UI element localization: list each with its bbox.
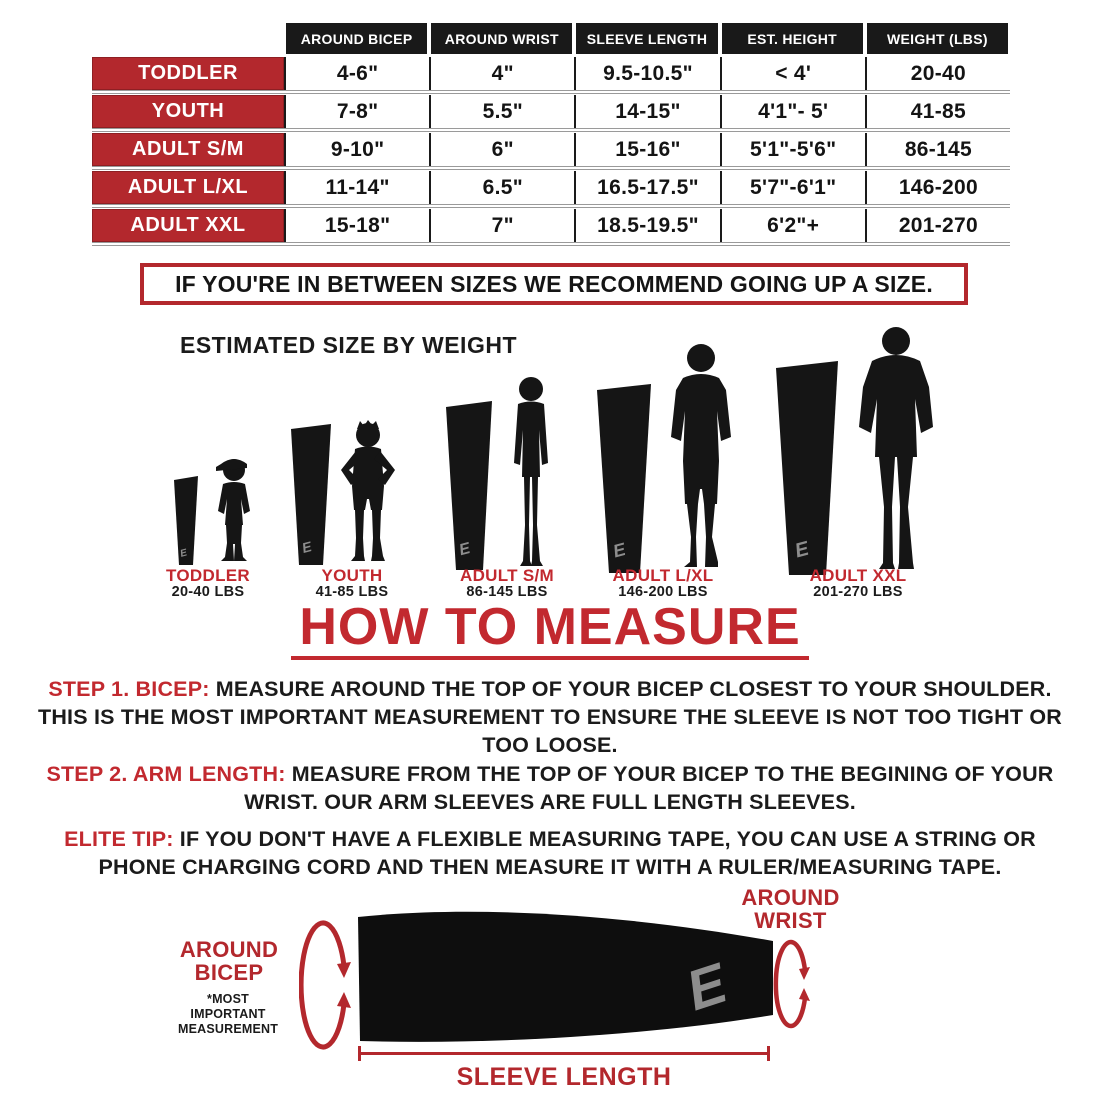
cell-around-bicep: 7-8" <box>284 95 429 128</box>
arm-sleeve-graphic-toddler <box>172 475 200 565</box>
how-to-measure-title: HOW TO MEASURE <box>291 601 808 660</box>
figure-size-name: YOUTH <box>321 566 383 585</box>
cell-est-height: < 4' <box>720 57 865 90</box>
brand-e-logo: E <box>300 538 314 557</box>
how-to-measure-section <box>0 598 1100 660</box>
step-1-text <box>30 676 1070 760</box>
cell-around-bicep: 15-18" <box>284 209 429 242</box>
row-label: YOUTH <box>92 95 284 128</box>
cell-weight: 41-85 <box>865 95 1010 128</box>
arm-sleeve-graphic-adult-sm <box>443 400 495 570</box>
figure-label-adult-xxl <box>786 567 930 601</box>
most-important-note: *MOST IMPORTANT MEASUREMENT <box>178 992 279 1036</box>
figure-label-toddler <box>146 567 270 601</box>
column-header-sleeve-length: SLEEVE LENGTH <box>576 23 717 54</box>
cell-sleeve-length: 14-15" <box>574 95 719 128</box>
estimated-size-title: ESTIMATED SIZE BY WEIGHT <box>180 332 517 358</box>
bicep-circumference-ellipse <box>299 920 355 1050</box>
figure-label-youth <box>290 567 414 601</box>
step-2-lead: STEP 2. ARM LENGTH: <box>46 762 286 786</box>
row-label: ADULT L/XL <box>92 171 284 204</box>
row-label: ADULT XXL <box>92 209 284 242</box>
brand-e-logo: E <box>179 547 189 560</box>
figure-size-weight: 86-145 LBS <box>466 584 548 601</box>
step-1-body: MEASURE AROUND THE TOP OF YOUR BICEP CLOSEST TO YOUR SHOULDER. THIS IS THE MOST IMPORTANT MEASUREMENT TO ENSURE THE SLEEVE IS NOT TOO TIGHT OR TOO LOOSE. <box>38 677 1062 757</box>
sleeve-diagram-graphic <box>352 903 780 1048</box>
cell-weight: 146-200 <box>865 171 1010 204</box>
cell-around-bicep: 9-10" <box>284 133 429 166</box>
cell-est-height: 4'1"- 5' <box>720 95 865 128</box>
cell-sleeve-length: 15-16" <box>574 133 719 166</box>
person-silhouette-adult-lxl <box>660 341 742 573</box>
cell-weight: 201-270 <box>865 209 1010 242</box>
cell-sleeve-length: 9.5-10.5" <box>574 57 719 90</box>
around-wrist-label: AROUND WRIST <box>741 885 840 934</box>
cell-around-wrist: 4" <box>429 57 574 90</box>
brand-e-logo: E <box>678 950 734 1023</box>
arm-sleeve-graphic-adult-xxl <box>772 360 842 575</box>
cell-around-wrist: 5.5" <box>429 95 574 128</box>
cell-around-wrist: 6" <box>429 133 574 166</box>
figure-label-adult-lxl <box>591 567 735 601</box>
cell-around-wrist: 7" <box>429 209 574 242</box>
cell-around-bicep: 4-6" <box>284 57 429 90</box>
figure-size-name: TODDLER <box>166 566 250 585</box>
wrist-circumference-ellipse <box>772 938 816 1030</box>
cell-sleeve-length: 16.5-17.5" <box>574 171 719 204</box>
cell-est-height: 5'7"-6'1" <box>720 171 865 204</box>
arm-sleeve-graphic-adult-lxl <box>594 383 654 573</box>
brand-e-logo: E <box>792 537 812 563</box>
figure-size-weight: 146-200 LBS <box>618 584 708 601</box>
table-row <box>92 57 1010 94</box>
figure-size-name: ADULT L/XL <box>612 566 714 585</box>
around-bicep-label: AROUND BICEP <box>179 937 279 986</box>
column-header-around-wrist: AROUND WRIST <box>431 23 572 54</box>
measure-tick-right <box>767 1046 770 1061</box>
figure-size-weight: 20-40 LBS <box>171 584 245 601</box>
person-silhouette-adult-xxl <box>850 325 942 575</box>
arm-sleeve-graphic-youth <box>288 423 334 565</box>
person-silhouette-toddler <box>206 453 261 565</box>
sleeve-length-label: SLEEVE LENGTH <box>456 1063 672 1091</box>
between-sizes-banner: IF YOU'RE IN BETWEEN SIZES WE RECOMMEND GOING UP A SIZE. <box>140 263 968 305</box>
row-label: ADULT S/M <box>92 133 284 166</box>
person-silhouette-youth <box>334 420 402 565</box>
size-chart-table <box>92 23 1010 247</box>
step-1-lead: STEP 1. BICEP: <box>48 677 210 701</box>
column-header-around-bicep: AROUND BICEP <box>286 23 427 54</box>
table-row <box>92 133 1010 170</box>
cell-est-height: 5'1"-5'6" <box>720 133 865 166</box>
step-2-body: MEASURE FROM THE TOP OF YOUR BICEP TO THE BEGINING OF YOUR WRIST. OUR ARM SLEEVES ARE FULL LENGTH SLEEVES. <box>244 762 1054 814</box>
brand-e-logo: E <box>457 540 473 560</box>
figure-size-name: ADULT S/M <box>460 566 554 585</box>
cell-est-height: 6'2"+ <box>720 209 865 242</box>
cell-around-wrist: 6.5" <box>429 171 574 204</box>
table-header-row <box>92 23 1010 54</box>
header-spacer <box>92 23 284 54</box>
cell-weight: 20-40 <box>865 57 1010 90</box>
step-2-text <box>30 761 1070 817</box>
table-row <box>92 171 1010 208</box>
elite-tip-lead: ELITE TIP: <box>64 827 174 851</box>
sleeve-length-line <box>358 1046 770 1061</box>
column-header-est-height: EST. HEIGHT <box>722 23 863 54</box>
elite-tip-text <box>30 826 1070 882</box>
cell-around-bicep: 11-14" <box>284 171 429 204</box>
measure-bar <box>358 1052 770 1055</box>
row-label: TODDLER <box>92 57 284 90</box>
table-row <box>92 209 1010 246</box>
cell-sleeve-length: 18.5-19.5" <box>574 209 719 242</box>
person-silhouette-adult-sm <box>500 375 562 570</box>
column-header-weight: WEIGHT (LBS) <box>867 23 1008 54</box>
elite-tip-body: IF YOU DON'T HAVE A FLEXIBLE MEASURING TAPE, YOU CAN USE A STRING OR PHONE CHARGING CORD AND THEN MEASURE IT WITH A RULER/MEASURING TAPE. <box>98 827 1036 879</box>
figure-label-adult-sm <box>435 567 579 601</box>
figure-size-name: ADULT XXL <box>809 566 907 585</box>
figure-size-weight: 201-270 LBS <box>813 584 903 601</box>
table-row <box>92 95 1010 132</box>
cell-weight: 86-145 <box>865 133 1010 166</box>
brand-e-logo: E <box>610 539 628 562</box>
figure-size-weight: 41-85 LBS <box>315 584 389 601</box>
